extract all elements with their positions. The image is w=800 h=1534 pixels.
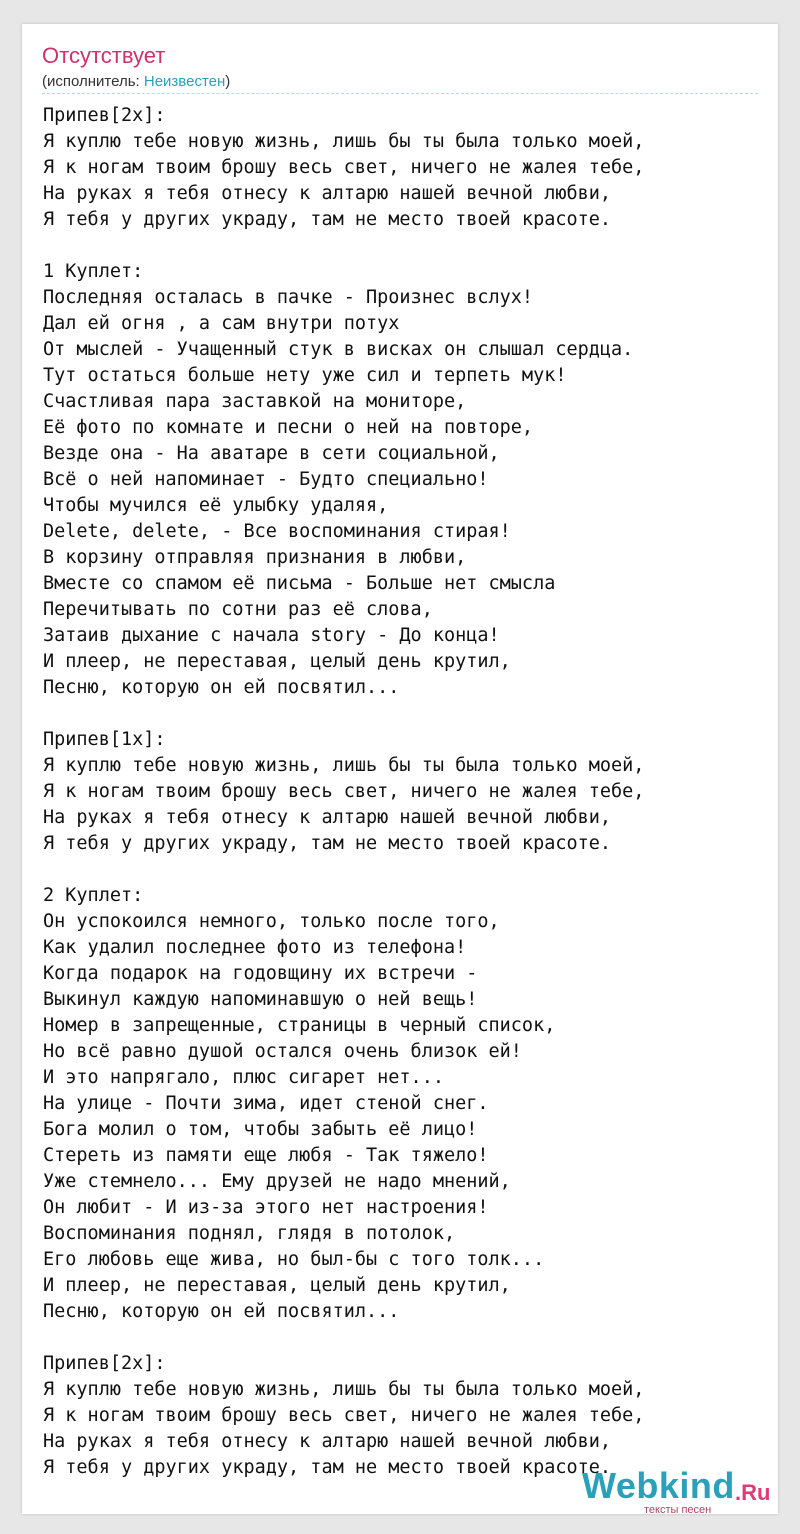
site-logo[interactable] [582, 1464, 778, 1514]
artist-suffix: ) [225, 73, 231, 90]
logo-tld: .Ru [735, 1480, 771, 1505]
artist-line [42, 72, 230, 92]
artist-prefix: (исполнитель: [42, 73, 144, 90]
song-lyrics: Припев[2x]: Я куплю тебе новую жизнь, лишь бы ты была только моей, Я к ногам твоим брошу весь свет, ничего не жалея тебе, На руках я тебя отнесу к алтарю нашей вечной любви, Я тебя у других украду, там не место твоей красоте. 1 Куплет: Последняя осталась в пачке - Произнес вслух! Дал ей огня , а сам внутри потух От мыслей - Учащенный стук в висках он слышал сердца. Тут остаться больше нету уже сил и терпеть мук! Счастливая пара заставкой на мониторе, Её фото по комнате и песни о ней на повторе, Везде она - На аватаре в сети социальной, Всё о ней напоминает - Будто специально! Чтобы мучился её улыбку удаляя, Delete, delete, - Все воспоминания стирая! В корзину отправляя признания в любви, Вместе со спамом её письма - Больше нет смысла Перечитывать по сотни раз её слова, Затаив дыхание с начала story - До конца! И плеер, не переставая, целый день крутил, Песню, которую он ей посвятил... Припев[1x]: Я куплю тебе новую жизнь, лишь бы ты была только моей, Я к ногам твоим брошу весь свет, ничего не жалея тебе, На руках я тебя отнесу к алтарю нашей вечной любви, Я тебя у других украду, там не место твоей красоте. 2 Куплет: Он успокоился немного, только после того, Как удалил последнее фото из телефона! Когда подарок на годовщину их встречи - Выкинул каждую напоминавшую о ней вещь! Номер в запрещенные, страницы в черный список, Но всё равно душой остался очень близок ей! И это напрягало, плюс сигарет нет... На улице - Почти зима, идет стеной снег. Бога молил о том, чтобы забыть её лицо! Стереть из памяти еще любя - Так тяжело! Уже стемнело... Ему друзей не надо мнений, Он любит - И из-за этого нет настроения! Воспоминания поднял, глядя в потолок, Его любовь еще жива, но был-бы с того толк... И плеер, не переставая, целый день крутил, Песню, которую он ей посвятил... Припев[2x]: Я куплю тебе новую жизнь, лишь бы ты была только моей, Я к ногам твоим брошу весь свет, ничего не жалея тебе, На руках я тебя отнесу к алтарю нашей вечной любви, Я тебя у других украду, там не место твоей красоте. [43, 105, 645, 1478]
song-title: Отсутствует [42, 43, 166, 68]
logo-tagline: тексты песен [644, 1504, 712, 1516]
artist-link[interactable]: Неизвестен [143, 73, 226, 90]
header-divider [42, 93, 758, 94]
logo-wordmark: Webkind [582, 1465, 735, 1506]
